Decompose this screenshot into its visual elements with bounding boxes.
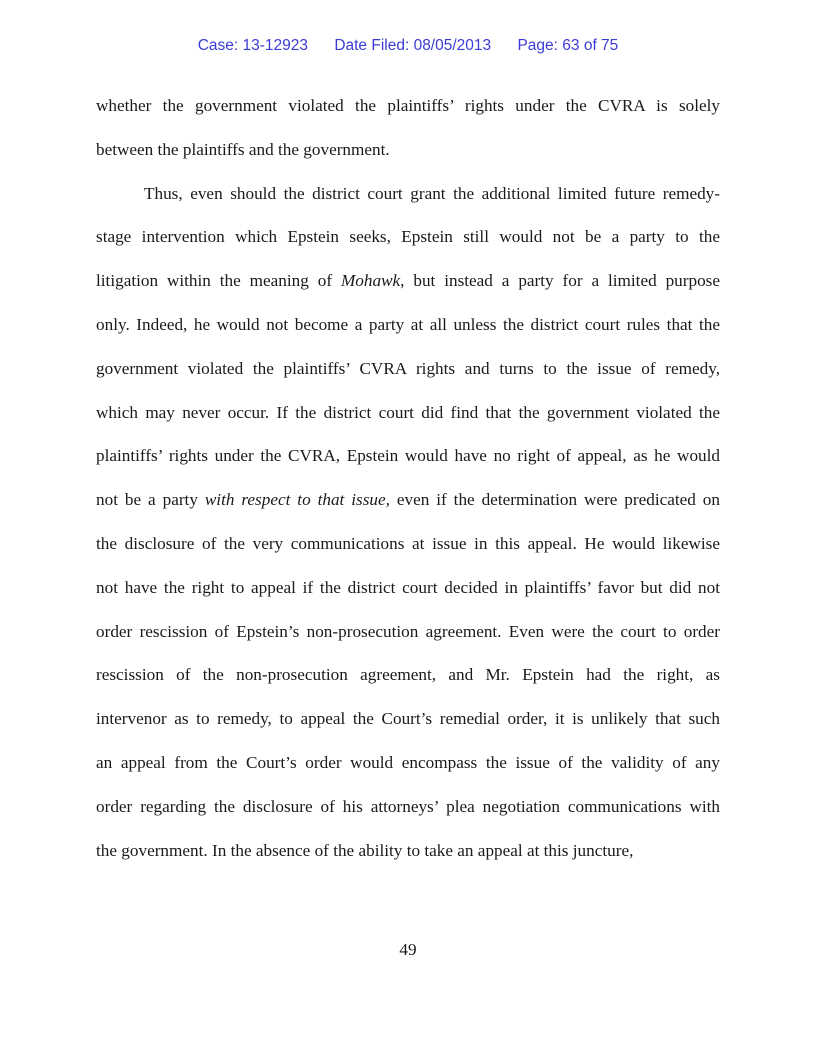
text-line: order regarding the disclosure of his attorneys’ plea negotiation communications with [96, 796, 720, 816]
document-body [96, 84, 720, 872]
text-line: whether the government violated the plaintiffs’ rights under the CVRA is solely [96, 96, 720, 115]
text-line: Thus, even should the district court grant the additional limited future remedy- [144, 183, 720, 203]
text-line: government violated the plaintiffs’ CVRA rights and turns to the issue of remedy, [96, 358, 720, 378]
case-header [0, 37, 816, 55]
text-line: not have the right to appeal if the district court decided in plaintiffs’ favor but did not [96, 577, 720, 597]
text-line: which may never occur. If the district court did find that the government violated the [96, 402, 720, 422]
text-line: rescission of the non-prosecution agreement, and Mr. Epstein had the right, as [96, 665, 720, 685]
text-line: intervenor as to remedy, to appeal the Court’s remedial order, it is unlikely that such [96, 709, 720, 729]
text-line: an appeal from the Court’s order would encompass the issue of the validity of any [96, 752, 720, 772]
text-line: plaintiffs’ rights under the CVRA, Epstein would have no right of appeal, as he would [96, 446, 720, 466]
text-line: the government. In the absence of the ability to take an appeal at this juncture, [96, 840, 634, 860]
text-line: not be a party with respect to that issue, even if the determination were predicated on [96, 490, 720, 510]
date-filed: Date Filed: 08/05/2013 [334, 37, 492, 54]
text-line: litigation within the meaning of Mohawk, but instead a party for a limited purpose [96, 271, 720, 291]
page-indicator: Page: 63 of 75 [517, 37, 619, 54]
page-number: 49 [399, 940, 417, 959]
text-line: order rescission of Epstein’s non-prosecution agreement. Even were the court to order [96, 621, 720, 641]
case-number: Case: 13-12923 [197, 37, 308, 54]
text-line: between the plaintiffs and the government. [96, 139, 390, 159]
text-line: the disclosure of the very communications at issue in this appeal. He would likewise [96, 533, 720, 553]
text-line: only. Indeed, he would not become a party at all unless the district court rules that the [96, 314, 720, 334]
text-line: stage intervention which Epstein seeks, Epstein still would not be a party to the [96, 227, 720, 247]
